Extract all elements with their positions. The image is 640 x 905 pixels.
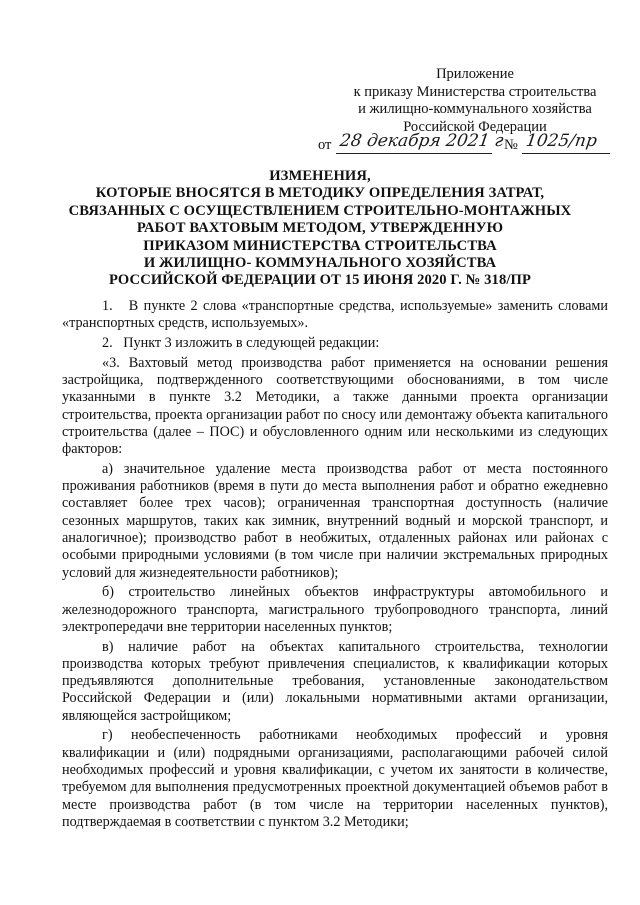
item-2-paragraph: 2. Пункт 3 изложить в следующей редакции: <box>102 334 380 351</box>
clause-3-paragraph: «3. Вахтовый метод производства работ применяется на основании решения застройщика, подтвержденного соответствующими обоснованиями, в том числе указанными в пункте 3.2 Методики, а также данными проекта организации строительства, проекта организации работ по сносу или демонтажу объекта капитального строительства (далее – ПОС) и обусловленного одним или несколькими из следующих факторов: <box>62 354 608 458</box>
factor-b-paragraph: б) строительство линейных объектов инфраструктуры автомобильного и железнодорожного транспорта, магистрального трубопроводного транспорта, линий электропередачи вне территории населенных пунктов; <box>62 584 608 635</box>
title-line: РАБОТ ВАХТОВЫМ МЕТОДОМ, УТВЕРЖДЕННУЮ <box>136 220 504 237</box>
handwritten-number: 1025/пр <box>524 131 599 151</box>
country-name: Российской Федерации <box>403 118 547 135</box>
order-reference: к приказу Министерства строительства <box>353 83 597 100</box>
appendix-header <box>330 66 620 136</box>
number-label: № <box>504 137 518 153</box>
order-date-number <box>318 131 618 156</box>
title-line: И ЖИЛИЩНО- КОММУНАЛЬНОГО ХОЗЯЙСТВА <box>143 255 497 272</box>
appendix-label: Приложение <box>436 66 514 82</box>
factor-g-paragraph: г) необеспеченность работниками необходимых профессий и уровня квалификации и (или) подрядными организациями, располагающими рабочей силой необходимых профессий и уровня квалификации, с учетом их занятости в количестве, требуемом для выполнения предусмотренных проектной документацией объемов работ в месте производства работ (в том числе на территории населенных пунктов), подтверждаемая в соответствии с пунктом 3.2 Методики; <box>62 727 608 830</box>
factor-v-paragraph: в) наличие работ на объектах капитального строительства, технологии производства которых требуют привлечения специалистов, к квалификации которых предъявляются дополнительные требования, установленные законодательством Российской Федерации и (или) локальными нормативными актами организации, являющейся застройщиком; <box>62 638 608 724</box>
title-line: РОССИЙСКОЙ ФЕДЕРАЦИИ ОТ 15 ИЮНЯ 2020 Г. № 318/ПР <box>109 272 531 289</box>
document-title <box>40 168 600 290</box>
title-line: КОТОРЫЕ ВНОСЯТСЯ В МЕТОДИКУ ОПРЕДЕЛЕНИЯ ЗАТРАТ, <box>95 185 545 202</box>
number-underline <box>522 153 610 154</box>
date-underline <box>336 153 492 154</box>
item-1-paragraph: 1. В пункте 2 слова «транспортные средства, используемые» заменить словами «транспортных средств, используемых». <box>62 298 608 332</box>
handwritten-date: 28 декабря 2021 г <box>338 131 505 151</box>
from-label: от <box>318 137 332 153</box>
ministry-name: и жилищно-коммунального хозяйства <box>358 101 592 117</box>
factor-a-paragraph: а) значительное удаление места производства работ от места постоянного проживания работников (время в пути до места выполнения работ и обратно ежедневно составляет более трех часов); ограниченная транспортная доступность (наличие сезонных маршрутов, таких как зимник, внутренний водный и морской транспорт, и аналогичное); производство работ в необжитых, отдаленных районах или районах с особыми природными условиями (в том числе при наличии экстремальных природных условий для жизнедеятельности работников); <box>62 460 608 581</box>
document-body <box>62 298 608 834</box>
title-line: ПРИКАЗОМ МИНИСТЕРСТВА СТРОИТЕЛЬСТВА <box>143 237 497 254</box>
title-line: ИЗМЕНЕНИЯ, <box>269 168 371 184</box>
title-line: СВЯЗАННЫХ С ОСУЩЕСТВЛЕНИЕМ СТРОИТЕЛЬНО-МОНТАЖНЫХ <box>68 202 572 219</box>
